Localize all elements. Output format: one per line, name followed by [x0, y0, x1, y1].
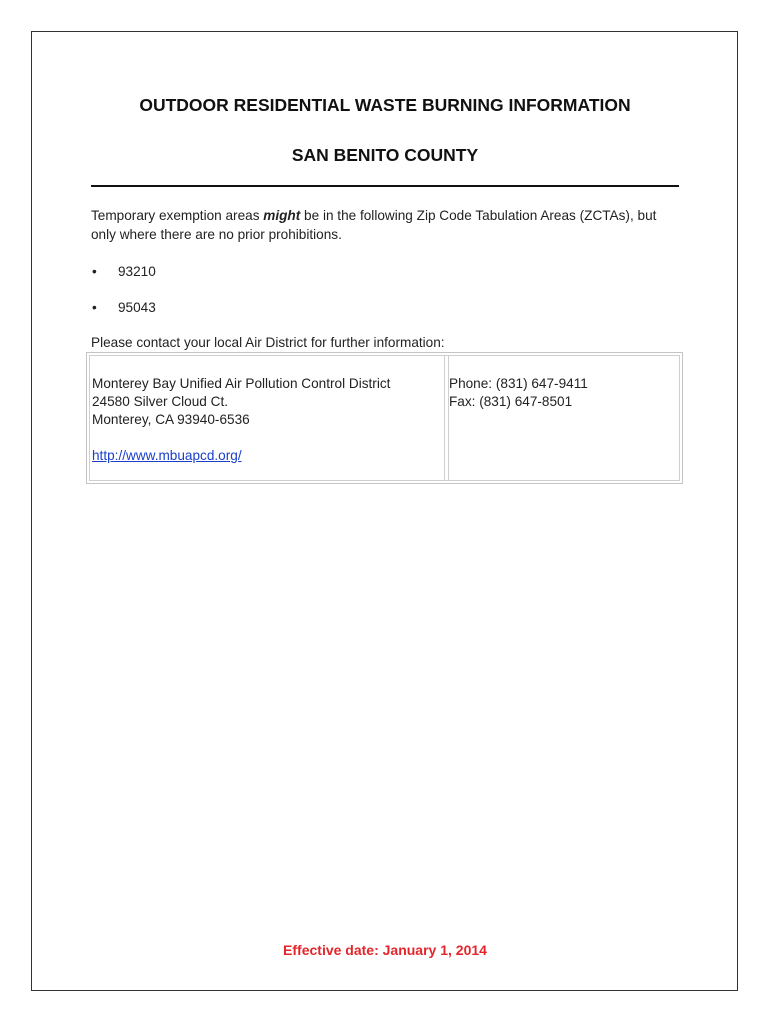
effective-date: Effective date: January 1, 2014	[283, 942, 487, 958]
fax-number: Fax: (831) 647-8501	[449, 394, 573, 409]
heading-rule	[91, 185, 679, 187]
phone-number: Phone: (831) 647-9411	[449, 376, 588, 391]
document-title: OUTDOOR RESIDENTIAL WASTE BURNING INFORMATION	[139, 95, 631, 115]
list-item	[91, 262, 156, 298]
district-website-link[interactable]: http://www.mbuapcd.org/	[92, 448, 242, 463]
intro-emphasis: might	[263, 208, 301, 223]
page-border	[31, 31, 738, 991]
county-heading: SAN BENITO COUNTY	[291, 145, 479, 165]
phone-cell	[449, 375, 588, 411]
zcta-code: 95043	[118, 300, 156, 315]
bullet: •	[92, 300, 97, 315]
contact-intro: Please contact your local Air District for further information:	[91, 335, 445, 350]
contact-table	[86, 352, 683, 484]
street-address: 24580 Silver Cloud Ct.	[92, 394, 229, 409]
city-state-zip: Monterey, CA 93940-6536	[92, 412, 250, 427]
zcta-code: 93210	[118, 264, 156, 279]
intro-text-start: Temporary exemption areas	[91, 208, 264, 223]
address-cell	[92, 375, 390, 465]
contact-table-divider	[444, 355, 449, 481]
list-item	[91, 298, 156, 334]
district-name: Monterey Bay Unified Air Pollution Control District	[92, 376, 391, 391]
zcta-list	[91, 262, 156, 334]
intro-paragraph	[91, 206, 681, 244]
intro-text-end: be in the following Zip Code Tabulation Areas (ZCTAs), but only where there are no prior prohibitions.	[91, 208, 657, 242]
bullet: •	[92, 264, 97, 279]
